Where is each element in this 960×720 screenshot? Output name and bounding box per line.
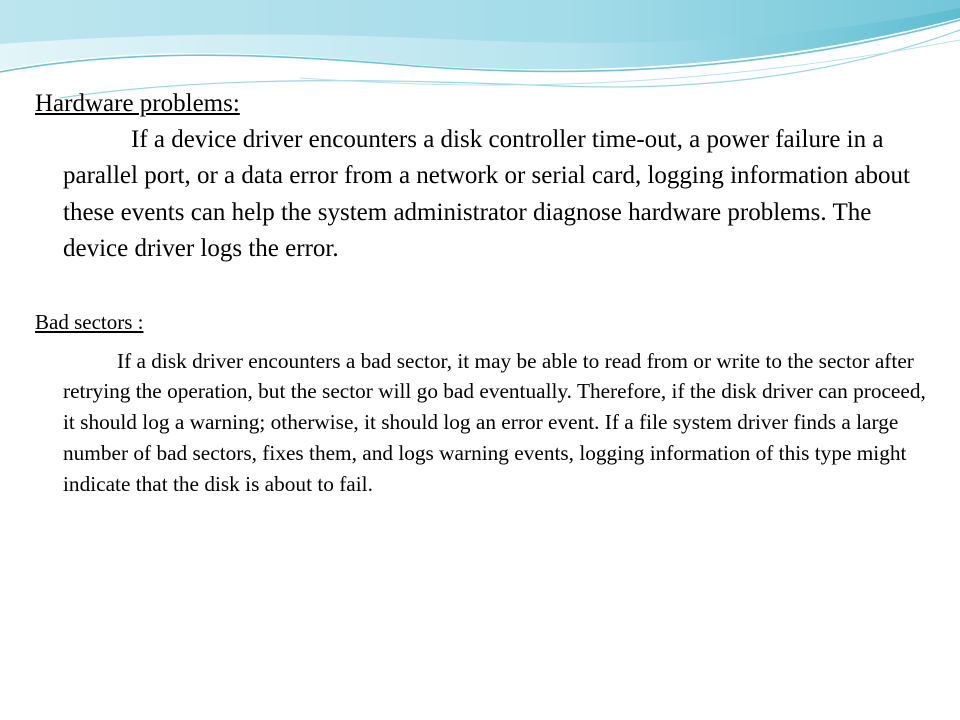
hardware-problems-heading: Hardware problems:	[35, 90, 240, 117]
bad-sectors-heading: Bad sectors :	[35, 309, 144, 334]
slide-content	[35, 86, 935, 500]
bad-sectors-paragraph: If a disk driver encounters a bad sector, it may be able to read from or write to the sector after retrying the operation, but the sector will go bad eventually. Therefore, if the disk driver can proceed, it should log a warning; otherwise, it should log an error event. If a file system driver finds a large number of bad sectors, fixes them, and logs warning events, logging information of this type might indicate that the disk is about to fail.	[63, 348, 926, 496]
hardware-problems-paragraph: If a device driver encounters a disk controller time-out, a power failure in a parallel port, or a data error from a network or serial card, logging information about these events can help the system administrator diagnose hardware problems. The device driver logs the error.	[63, 126, 910, 263]
